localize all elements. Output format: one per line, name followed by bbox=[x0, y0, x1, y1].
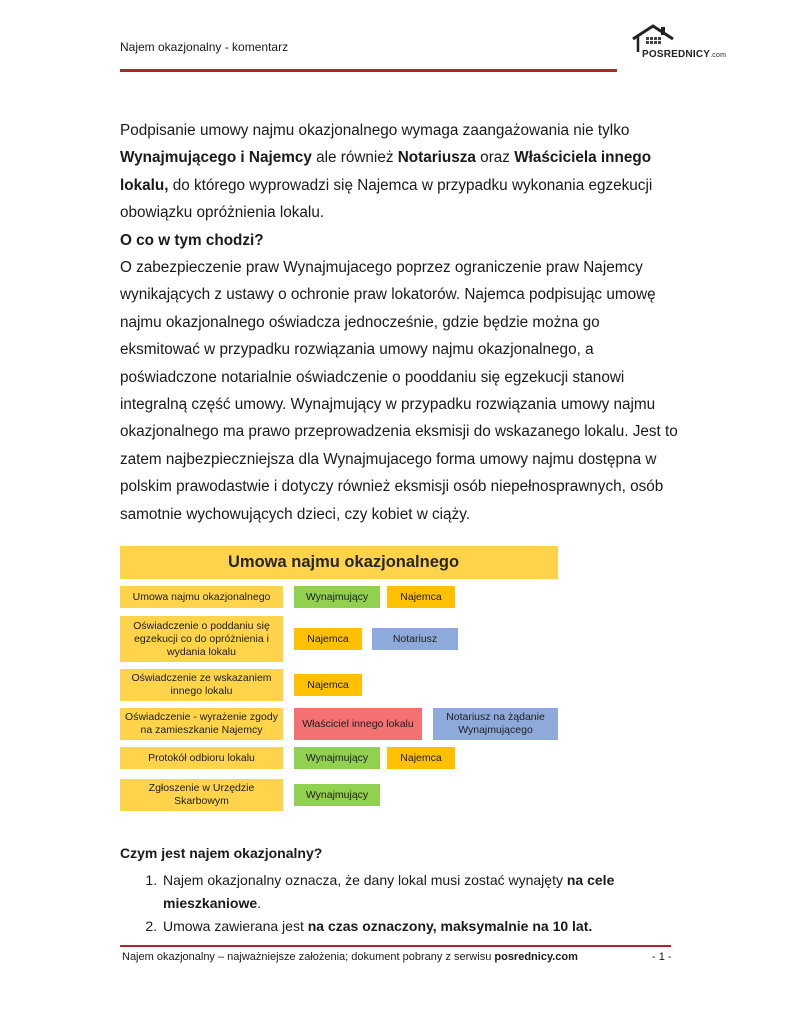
party-box: Notariusz na żądanie Wynajmującego bbox=[433, 708, 558, 740]
party-box: Wynajmujący bbox=[294, 784, 380, 806]
infographic-title: Umowa najmu okazjonalnego bbox=[120, 546, 558, 579]
section-heading: Czym jest najem okazjonalny? bbox=[120, 845, 323, 861]
intro-section bbox=[120, 117, 680, 528]
logo-text: POSREDNICY.com bbox=[642, 49, 727, 60]
list-item bbox=[161, 915, 680, 938]
party-box: Najemca bbox=[387, 747, 455, 769]
text-run: na czas oznaczony, maksymalnie na 10 lat. bbox=[307, 918, 593, 934]
header-divider bbox=[120, 69, 617, 72]
text-run: oraz bbox=[475, 149, 515, 167]
page-number: - 1 - bbox=[652, 951, 672, 963]
party-box: Najemca bbox=[294, 628, 362, 650]
party-box: Wynajmujący bbox=[294, 747, 380, 769]
document-box: Zgłoszenie w Urzędzie Skarbowym bbox=[120, 779, 283, 811]
text-run: Umowa zawierana jest bbox=[163, 918, 308, 934]
party-box: Najemca bbox=[387, 586, 455, 608]
footer-text: Najem okazjonalny – najważniejsze założenia; dokument pobrany z serwisu posrednicy.com bbox=[122, 951, 578, 963]
definition-list bbox=[120, 869, 680, 938]
text-run: na cele mieszkaniowe bbox=[163, 872, 615, 911]
text-run: ale również bbox=[311, 149, 398, 167]
text-run: Wynajmującego i Najemcy bbox=[120, 149, 312, 167]
party-box: Najemca bbox=[294, 674, 362, 696]
text-run: do którego wyprowadzi się Najemca w przypadku wykonania egzekucji obowiązku opróżnienia lokalu. bbox=[120, 176, 653, 222]
posrednicy-logo bbox=[628, 24, 728, 68]
document-box: Oświadczenie o poddaniu się egzekucji co do opróżnienia i wydania lokalu bbox=[120, 616, 283, 662]
document-box: Protokół odbioru lokalu bbox=[120, 747, 283, 769]
document-box: Oświadczenie ze wskazaniem innego lokalu bbox=[120, 669, 283, 701]
definition-section bbox=[120, 845, 680, 938]
party-box: Notariusz bbox=[372, 628, 458, 650]
explanation-paragraph: O zabezpieczenie praw Wynajmujacego poprzez ograniczenie praw Najemcy wynikających z ustawy o ochronie praw lokatorów. Najemca podpisując umowę najmu okazjonalnego oświadcza jednocześnie, gdzie będzie można go eksmitować w przypadku rozwiązania umowy najmu okazjonalnego, a poświadczone notarialnie oświadczenie o pooddaniu się egzekucji stanowi integralną część umowy. Wynajmujący w przypadku rozwiązania umowy najmu okazjonalnego ma prawo przeprowadzenia eksmisji do wskazanego lokalu. Jest to zatem najbezpieczniejsza dla Wynajmujacego forma umowy najmu dostępna w polskim prawodastwie i dotyczy również eksmisji osób niepełnosprawnych, osób samotnie wychowujących dzieci, czy kobiet w ciąży. bbox=[120, 259, 678, 523]
text-run: Właściciela innego lokalu, bbox=[120, 149, 652, 194]
party-box: Właściciel innego lokalu bbox=[294, 708, 422, 740]
list-item bbox=[161, 869, 680, 915]
lease-infographic bbox=[120, 546, 570, 814]
text-run: Notariusza bbox=[397, 149, 476, 167]
document-box: Umowa najmu okazjonalnego bbox=[120, 586, 283, 608]
text-run: . bbox=[257, 895, 262, 911]
party-box: Wynajmujący bbox=[294, 586, 380, 608]
header-title: Najem okazjonalny - komentarz bbox=[120, 40, 289, 54]
footer-divider bbox=[120, 945, 671, 947]
document-box: Oświadczenie - wyrażenie zgody na zamieszkanie Najemcy bbox=[120, 708, 283, 740]
text-run: Najem okazjonalny oznacza, że dany lokal musi zostać wynajęty bbox=[163, 872, 567, 888]
question-heading: O co w tym chodzi? bbox=[120, 231, 264, 249]
intro-paragraph bbox=[120, 117, 680, 227]
text-run: Podpisanie umowy najmu okazjonalnego wymaga zaangażowania nie tylko bbox=[120, 122, 630, 139]
